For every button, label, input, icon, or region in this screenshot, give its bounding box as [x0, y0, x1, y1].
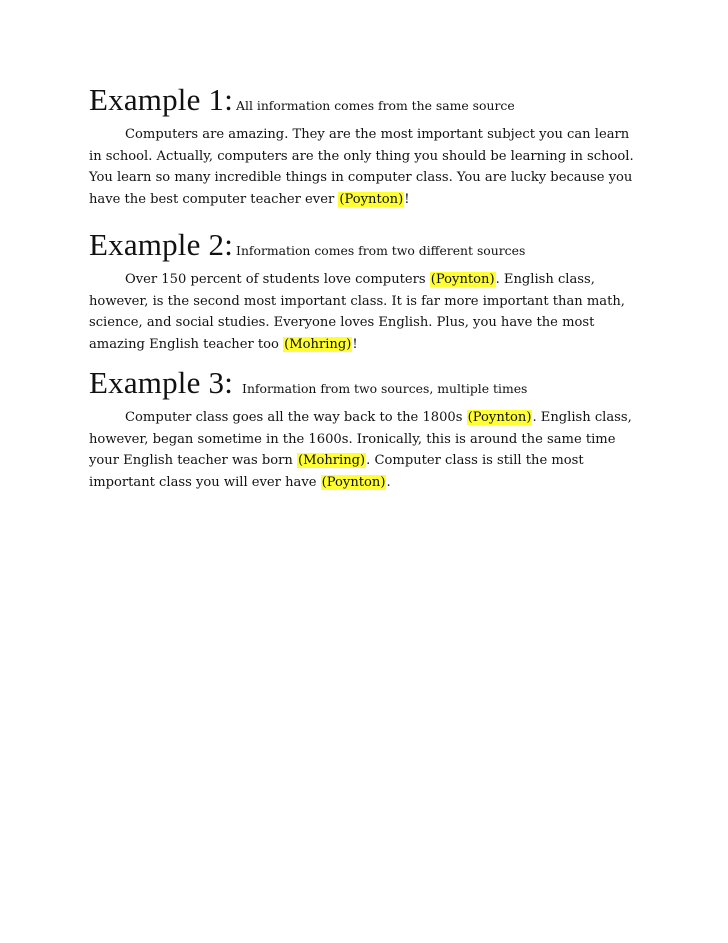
body-text: ! [352, 336, 358, 352]
citation-highlight: (Poynton) [467, 410, 532, 425]
paragraph-line [89, 429, 632, 451]
example-paragraph [89, 124, 634, 210]
body-text: however, is the second most important class. It is far more important than math, [89, 293, 625, 309]
example-section-3 [89, 367, 632, 493]
paragraph-line [89, 124, 634, 146]
example-section-2 [89, 229, 625, 355]
body-text: Computer class goes all the way back to the 1800s [125, 410, 467, 425]
example-section-1 [89, 84, 634, 210]
body-text: have the best computer teacher ever [89, 191, 339, 207]
citation-highlight: (Mohring) [284, 336, 352, 352]
citation-highlight: (Poynton) [321, 474, 386, 490]
example-title: Example 3: [89, 365, 234, 400]
example-heading [89, 229, 625, 260]
example-subtitle: All information comes from the same source [236, 98, 515, 113]
body-text: in school. Actually, computers are the only thing you should be learning in school. [89, 148, 634, 164]
example-title: Example 1: [89, 82, 234, 117]
example-heading [89, 367, 632, 398]
body-text: your English teacher was born [89, 453, 297, 469]
example-paragraph [89, 269, 625, 355]
body-text: . Computer class is still the most [366, 453, 584, 469]
citation-highlight: (Mohring) [297, 453, 366, 469]
paragraph-line [89, 146, 634, 168]
paragraph-line [89, 269, 625, 291]
body-text: ! [404, 191, 410, 207]
body-text: . [386, 474, 391, 490]
body-text: important class you will ever have [89, 474, 321, 490]
paragraph-line [89, 407, 632, 429]
paragraph-line [89, 189, 634, 211]
body-text: science, and social studies. Everyone loves English. Plus, you have the most [89, 315, 595, 331]
body-text: . English class, [532, 410, 632, 425]
example-subtitle: Information from two sources, multiple times [242, 381, 528, 396]
paragraph-line [89, 450, 632, 472]
example-subtitle: Information comes from two different sources [236, 243, 526, 258]
example-title: Example 2: [89, 227, 234, 262]
body-text: Computers are amazing. They are the most important subject you can learn [125, 127, 630, 142]
paragraph-line [89, 291, 625, 313]
body-text: amazing English teacher too [89, 336, 284, 352]
body-text: Over 150 percent of students love computers [125, 272, 430, 287]
example-heading [89, 84, 634, 115]
example-paragraph [89, 407, 632, 493]
body-text: . English class, [495, 272, 595, 287]
paragraph-line [89, 334, 625, 356]
citation-highlight: (Poynton) [430, 272, 495, 287]
paragraph-line [89, 472, 632, 494]
paragraph-line [89, 312, 625, 334]
body-text: You learn so many incredible things in computer class. You are lucky because you [89, 170, 633, 186]
paragraph-line [89, 167, 634, 189]
body-text: however, began sometime in the 1600s. Ironically, this is around the same time [89, 431, 616, 447]
citation-highlight: (Poynton) [339, 191, 404, 207]
